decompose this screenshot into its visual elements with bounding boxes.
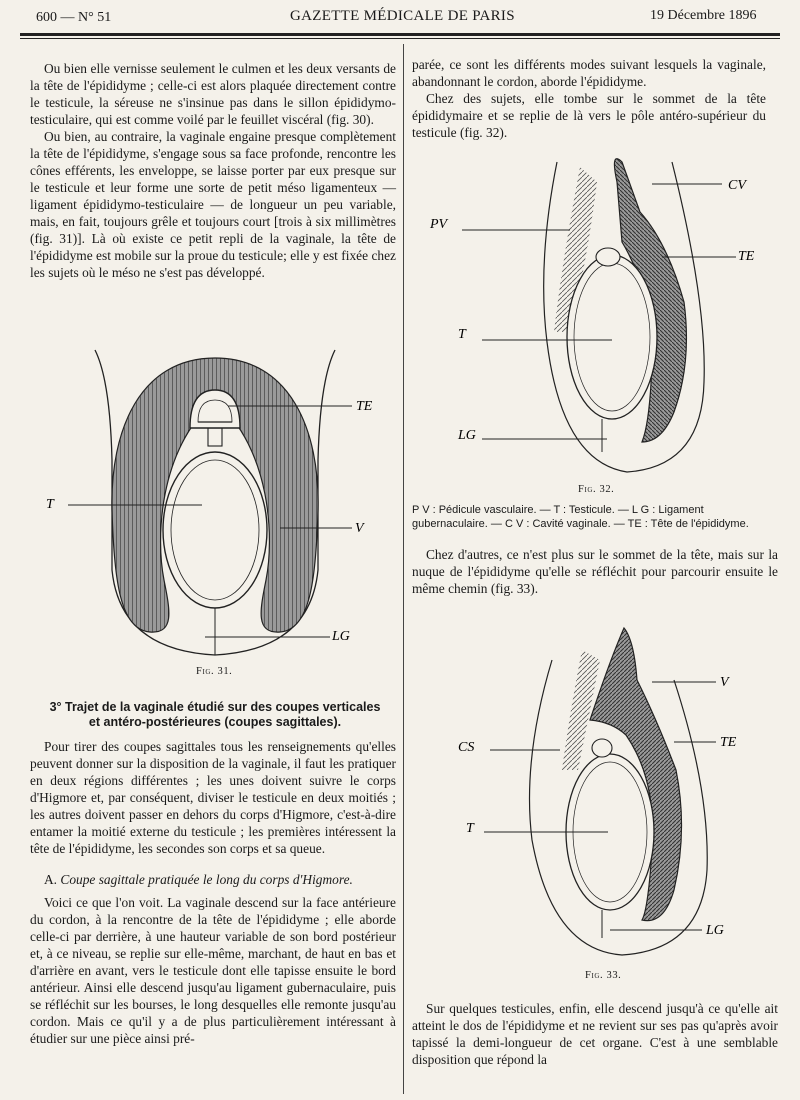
right-column-bottom-text xyxy=(412,1000,778,1068)
section-a-letter: A. xyxy=(44,872,58,887)
header-rule-thick xyxy=(20,33,780,36)
figure-31 xyxy=(40,340,390,665)
label-t: T xyxy=(466,821,474,836)
testicle xyxy=(163,452,267,608)
label-lg: LG xyxy=(706,923,724,938)
paragraph: Sur quelques testicules, enfin, elle descend jusqu'à ce qu'elle ait atteint le dos de l'épididyme et ne revient sur ses pas qu'après avoir tapissé la demi-longueur de cet organe. C'est à une semblable disposition que répond la xyxy=(412,1001,778,1067)
label-v: V xyxy=(355,521,364,536)
paragraph: Ou bien, au contraire, la vaginale engaine presque complètement la tête de l'épididyme, s'engage sous sa face profonde, rencontre les cônes efférents, les enveloppe, se laisse porter par eux presque sur le testicule et leur forme une sorte de petit méso ligamenteux — ligament épididymo-testiculaire — de longueur un peu variable, mais, en fait, toujours grêle et toujours court [trois à six millimètres (fig. 31)]. Là où existe ce petit repli de la vaginale, la tête de l'épididyme est mobile sur la proue du testicule; elle y est fixée chez les sujets où le méso ne s'est pas développé. xyxy=(30,129,396,280)
label-cv: CV xyxy=(728,178,746,193)
paragraph: parée, ce sont les différents modes suivant lesquels la vaginale, abandonnant le cordon, aborde l'épididyme. xyxy=(412,57,766,89)
figure-33-caption: Fig. 33. xyxy=(585,970,622,981)
left-column-bottom-text xyxy=(30,738,396,1047)
label-lg: LG xyxy=(458,428,476,443)
section-3-line-1: 3° Trajet de la vaginale étudié sur des coupes verticales xyxy=(49,700,381,714)
figure-31-caption: Fig. 31. xyxy=(196,666,233,677)
label-cs: CS xyxy=(458,740,475,755)
left-column-top-text xyxy=(30,60,396,281)
epididymis-head xyxy=(592,739,612,757)
paragraph: Chez d'autres, ce n'est plus sur le sommet de la tête, mais sur la nuque de l'épididyme qu'elle se réfléchit pour parcourir ensuite le même chemin (fig. 33). xyxy=(412,547,778,596)
paragraph: Ou bien elle vernisse seulement le culmen et les deux versants de la tête de l'épididyme ; celle-ci est alors plaquée directement contre le testicule, la séreuse ne s'insinue pas dans le sillon épididymo-testiculaire, qui est comme voilé par le feuillet viscéral (fig. 30). xyxy=(30,61,396,127)
label-te: TE xyxy=(356,399,373,414)
testicle xyxy=(567,255,657,419)
section-3-heading xyxy=(40,700,390,730)
paragraph: Pour tirer des coupes sagittales tous les renseignements qu'elles peuvent donner sur la disposition de la vaginale, il faut les pratiquer en deux régions différentes ; les unes doivent suivre le corps d'Higmore et, par conséquent, diviser le testicule en deux moitiés ; les autres doivent passer en dehors du corps d'Higmore, c'est-à-dire entamer la moitié externe du testicule ; les premières intéressent la tête de l'épididyme, les secondes son corps et sa queue. xyxy=(30,739,396,856)
epididymis-head xyxy=(596,248,620,266)
issue-date: 19 Décembre 1896 xyxy=(650,8,757,23)
section-a-title: Coupe sagittale pratiquée le long du corps d'Higmore. xyxy=(60,872,353,887)
label-pv: PV xyxy=(430,217,448,232)
label-te: TE xyxy=(720,735,737,750)
section-a-heading xyxy=(30,871,396,888)
figure-32-legend: P V : Pédicule vasculaire. — T : Testicule. — L G : Ligament gubernaculaire. — C V : Cavité vaginale. — TE : Tête de l'épididyme. xyxy=(412,504,749,530)
journal-title: GAZETTE MÉDICALE DE PARIS xyxy=(290,8,515,24)
section-3-line-2: et antéro-postérieures (coupes sagittales). xyxy=(88,715,342,729)
label-t: T xyxy=(458,327,466,342)
figure-32-caption: Fig. 32. xyxy=(578,484,615,495)
right-column-top-text xyxy=(412,56,766,141)
column-divider xyxy=(403,44,404,1094)
right-column-middle-text xyxy=(412,546,778,597)
paragraph: Voici ce que l'on voit. La vaginale descend sur la face antérieure du cordon, à la rencontre de la tête de l'épididyme ; elle aborde celle-ci par derrière, à une hauteur variable de son bord postérieur et, à ce niveau, se replie sur elle-même, marchant, de haut en bas et d'arrière en avant, vers le testicule dont elle tapisse ensuite le bord antérieur. Ainsi elle descend jusqu'au ligament gubernaculaire, puis se réfléchit sur les bourses, le long desquelles elle remonte jusqu'au cordon. Mais ce qu'il y a de plus particulièrement intéressant à étudier sur une pièce ainsi pré- xyxy=(30,895,396,1046)
header-rule-thin xyxy=(20,38,780,39)
label-te: TE xyxy=(738,249,755,264)
label-lg: LG xyxy=(332,629,350,644)
figure-33 xyxy=(412,620,792,965)
figure-32 xyxy=(412,142,792,482)
label-v: V xyxy=(720,675,729,690)
page-number: 600 — N° 51 xyxy=(36,10,112,25)
paragraph: Chez des sujets, elle tombe sur le sommet de la tête épididymaire et se replie de là vers le pôle antéro-supérieur du testicule (fig. 32). xyxy=(412,91,766,140)
label-t: T xyxy=(46,497,54,512)
